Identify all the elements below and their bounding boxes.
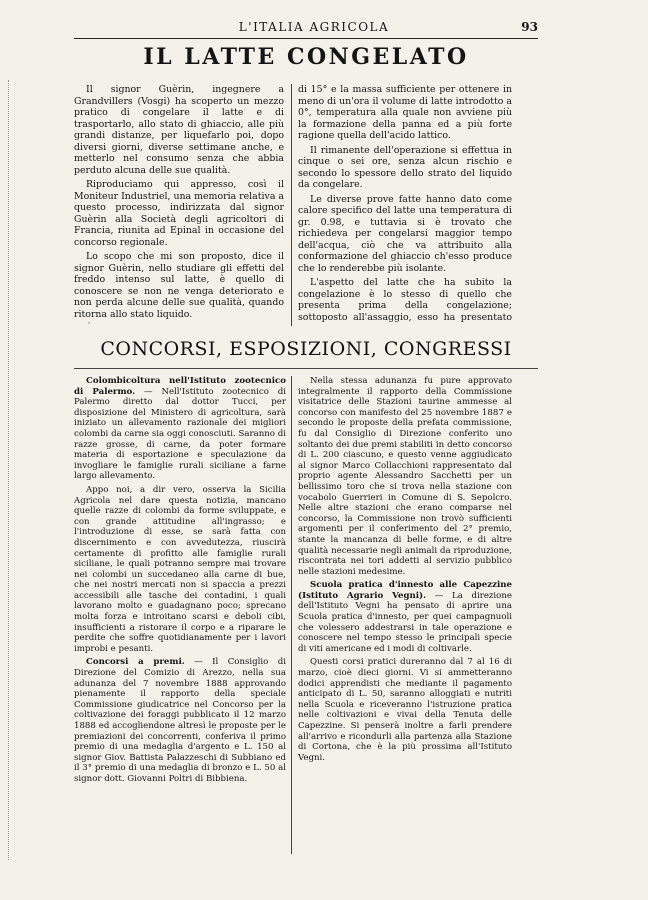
column-divider: [291, 376, 292, 854]
paragraph: [74, 323, 284, 324]
item-text: — La direzione dell'Istituto Vegni ha pensato di aprire una Scuola pratica d'innesto, per quei campagnuoli che volessero addestrarsi in tale operazione e conoscere nel tempo stesso le principali specie di viti americane ed i modi di coltivarle.: [298, 590, 512, 654]
news-item: [298, 580, 512, 654]
item-text: Questi corsi pratici dureranno dal 7 al 16 di marzo, cioè dieci giorni. Vi si ammetteranno dodici apprendisti che mediante il pagamento anticipato di L. 50, saranno alloggiati e nutriti nella Scuola e riceveranno l'istruzione pratica nelle coltivazioni e vivai della Tenuta delle Capezzine. Si penserà inoltre a farli prendere all'arrivo e ricondurli alla partenza alla Stazione di Cortona, che è la più prossima all'Istituto Vegni.: [298, 657, 512, 763]
item-heading: Scuola pratica d'innesto alle Capezzine (Istituto Agrario Vegni).: [298, 580, 512, 601]
news-column-left: [74, 376, 286, 854]
news-column-right: [298, 376, 512, 854]
news-item: [298, 376, 512, 577]
paragraph: di 15° e la massa sufficiente per ottenere in meno di un'ora il volume di latte introdotto a 0°, temperatura alla quale non avviene più la formazione della panna ed a più forte ragione quella dell'acido lattico.: [298, 84, 512, 141]
item-heading: Colombicoltura nell'Istituto zootecnico di Palermo.: [74, 376, 286, 397]
news-item: [74, 657, 286, 784]
article-title: IL LATTE CONGELATO: [143, 44, 469, 70]
news-item: [74, 485, 286, 655]
news-item: [298, 657, 512, 763]
item-text: — Il Consiglio di Direzione del Comizio di Arezzo, nella sua adunanza del 7 novembre 1888 approvando pienamente il rapporto della speciale Commissione giudicatrice nel Concorso per la coltivazione dei foraggi pubblicato il 12 marzo 1888 ed accogliendone altresì le proposte per le premiazioni dei concorrenti, conferiva il primo premio di una medaglia d'argento e L. 150 al signor Giov. Battista Palazzeschi di Subbiano ed il 3° premio di una medaglia di bronzo e L. 50 al signor dott. Giovanni Poltri di Bibbiena.: [74, 657, 286, 784]
paragraph: L'aspetto del latte che ha subito la congelazione è lo stesso di quello che presenta prima della congelazione; sottoposto all'assaggio, esso ha presentato: [298, 277, 512, 323]
running-title: L'ITALIA AGRICOLA: [238, 20, 390, 34]
paragraph: Il signor Guèrin, ingegnere a Grandvillers (Vosgi) ha scoperto un mezzo pratico di congelare il latte e di trasportarlo, allo stato di ghiaccio, alle più grandi distanze, per liquefarlo poi, dopo diversi giorni, diverse settimane anche, e metterlo nel consumo senza che abbia perduto alcuna delle sue qualità.: [74, 84, 284, 176]
binding-edge: [8, 80, 11, 860]
paragraph: Lo scopo che mi son proposto, dice il signor Guèrin, nello studiare gli effetti del freddo intenso sul latte, è quello di conoscere se non ne venga deteriorato e non perda alcune delle sue qualità, quando ritorna allo stato liquido.: [74, 251, 284, 320]
item-text: Appo noi, a dir vero, osserva la Sicilia Agricola nel dare questa notizia, mancano quelle razze di colombi da forme sviluppate, e con grande attitudine all'ingrasso; e l'introduzione di esse, se sarà fatta con discernimento e con avvedutezza, riuscirà certamente di profitto alle famiglie rurali siciliane, le quali potranno sempre mai trovare nei colombi un succedaneo alla carne di bue, che nei nostri mercati non si spaccia a prezzi accessibili alle tasche dei contadini, i quali lavorano molto e guadagnano poco; sprecano molta forza e introitano scarsi e deboli cibi, insufficienti a ristorare il corpo e a riparare le perdite che soffre quotidianamente per i lavori improbi e pesanti.: [74, 484, 286, 654]
news-item: [74, 376, 286, 482]
header-rule: [74, 38, 538, 39]
page-number: 93: [521, 20, 538, 34]
paragraph: Il rimanente dell'operazione si effettua in cinque o sei ore, senza alcun rischio e secondo lo spessore dello strato del liquido da congelare.: [298, 144, 512, 190]
item-heading: Concorsi a premi.: [86, 657, 185, 668]
item-text: — Nell'Istituto zootecnico di Palermo diretto dal dottor Tucci, per disposizione del Ministero di agricoltura, sarà iniziato un allevamento razionale dei migliori colombi da carne sia oggi conosciuti. Saranno di razze grosse, di carne, da poter formare materia di esportazione e speculazione da invogliare le famiglie rurali siciliane a farne largo allevamento.: [74, 386, 286, 482]
section-title: CONCORSI, ESPOSIZIONI, CONGRESSI: [100, 338, 512, 360]
item-text: Nella stessa adunanza fu pure approvato integralmente il rapporto della Commissione visitatrice delle Stazioni taurine ammesse al concorso con manifesto del 25 novembre 1887 e secondo le proposte della prefata commissione, fu dal Consiglio di Direzione conferito uno soltanto dei due premi stabiliti in detto concorso di L. 200 ciascuno, e questo venne aggiudicato al signor Marco Collacchioni rappresentato dal proprio agente Alessandro Sacchetti per un bellissimo toro che si trova nella stazione con vocabolo Guerrieri in Comune di S. Sepolcro. Nelle altre stazioni che erano comparse nel concorso, la Commissione non trovò sufficienti argomenti per il conferimento del 2° premio, stante la mancanza di belle forme, e di altre qualità necessarie negli animali da riproduzione, riscontrata nei tori addetti al servizio pubblico nelle stazioni medesime.: [298, 376, 512, 577]
section-rule: [74, 368, 538, 369]
paragraph: Le diverse prove fatte hanno dato come calore specifico del latte una temperatura di gr. 0.98, e tuttavia si è trovato che richiedeva per congelarsi maggior tempo dell'acqua, ciò che va attribuito alla conformazione del ghiaccio ch'esso produce che lo renderebbe più isolante.: [298, 193, 512, 274]
article-column-left: [74, 84, 284, 324]
column-divider: [291, 84, 292, 326]
article-column-right: [298, 84, 512, 324]
paragraph: Riproduciamo qui appresso, così il Moniteur Industriel, una memoria relativa a questo processo, indirizzata dal signor Guèrin alla Società degli agricoltori di Francia, riunita ad Epinal in occasione del concorso regionale.: [74, 179, 284, 248]
